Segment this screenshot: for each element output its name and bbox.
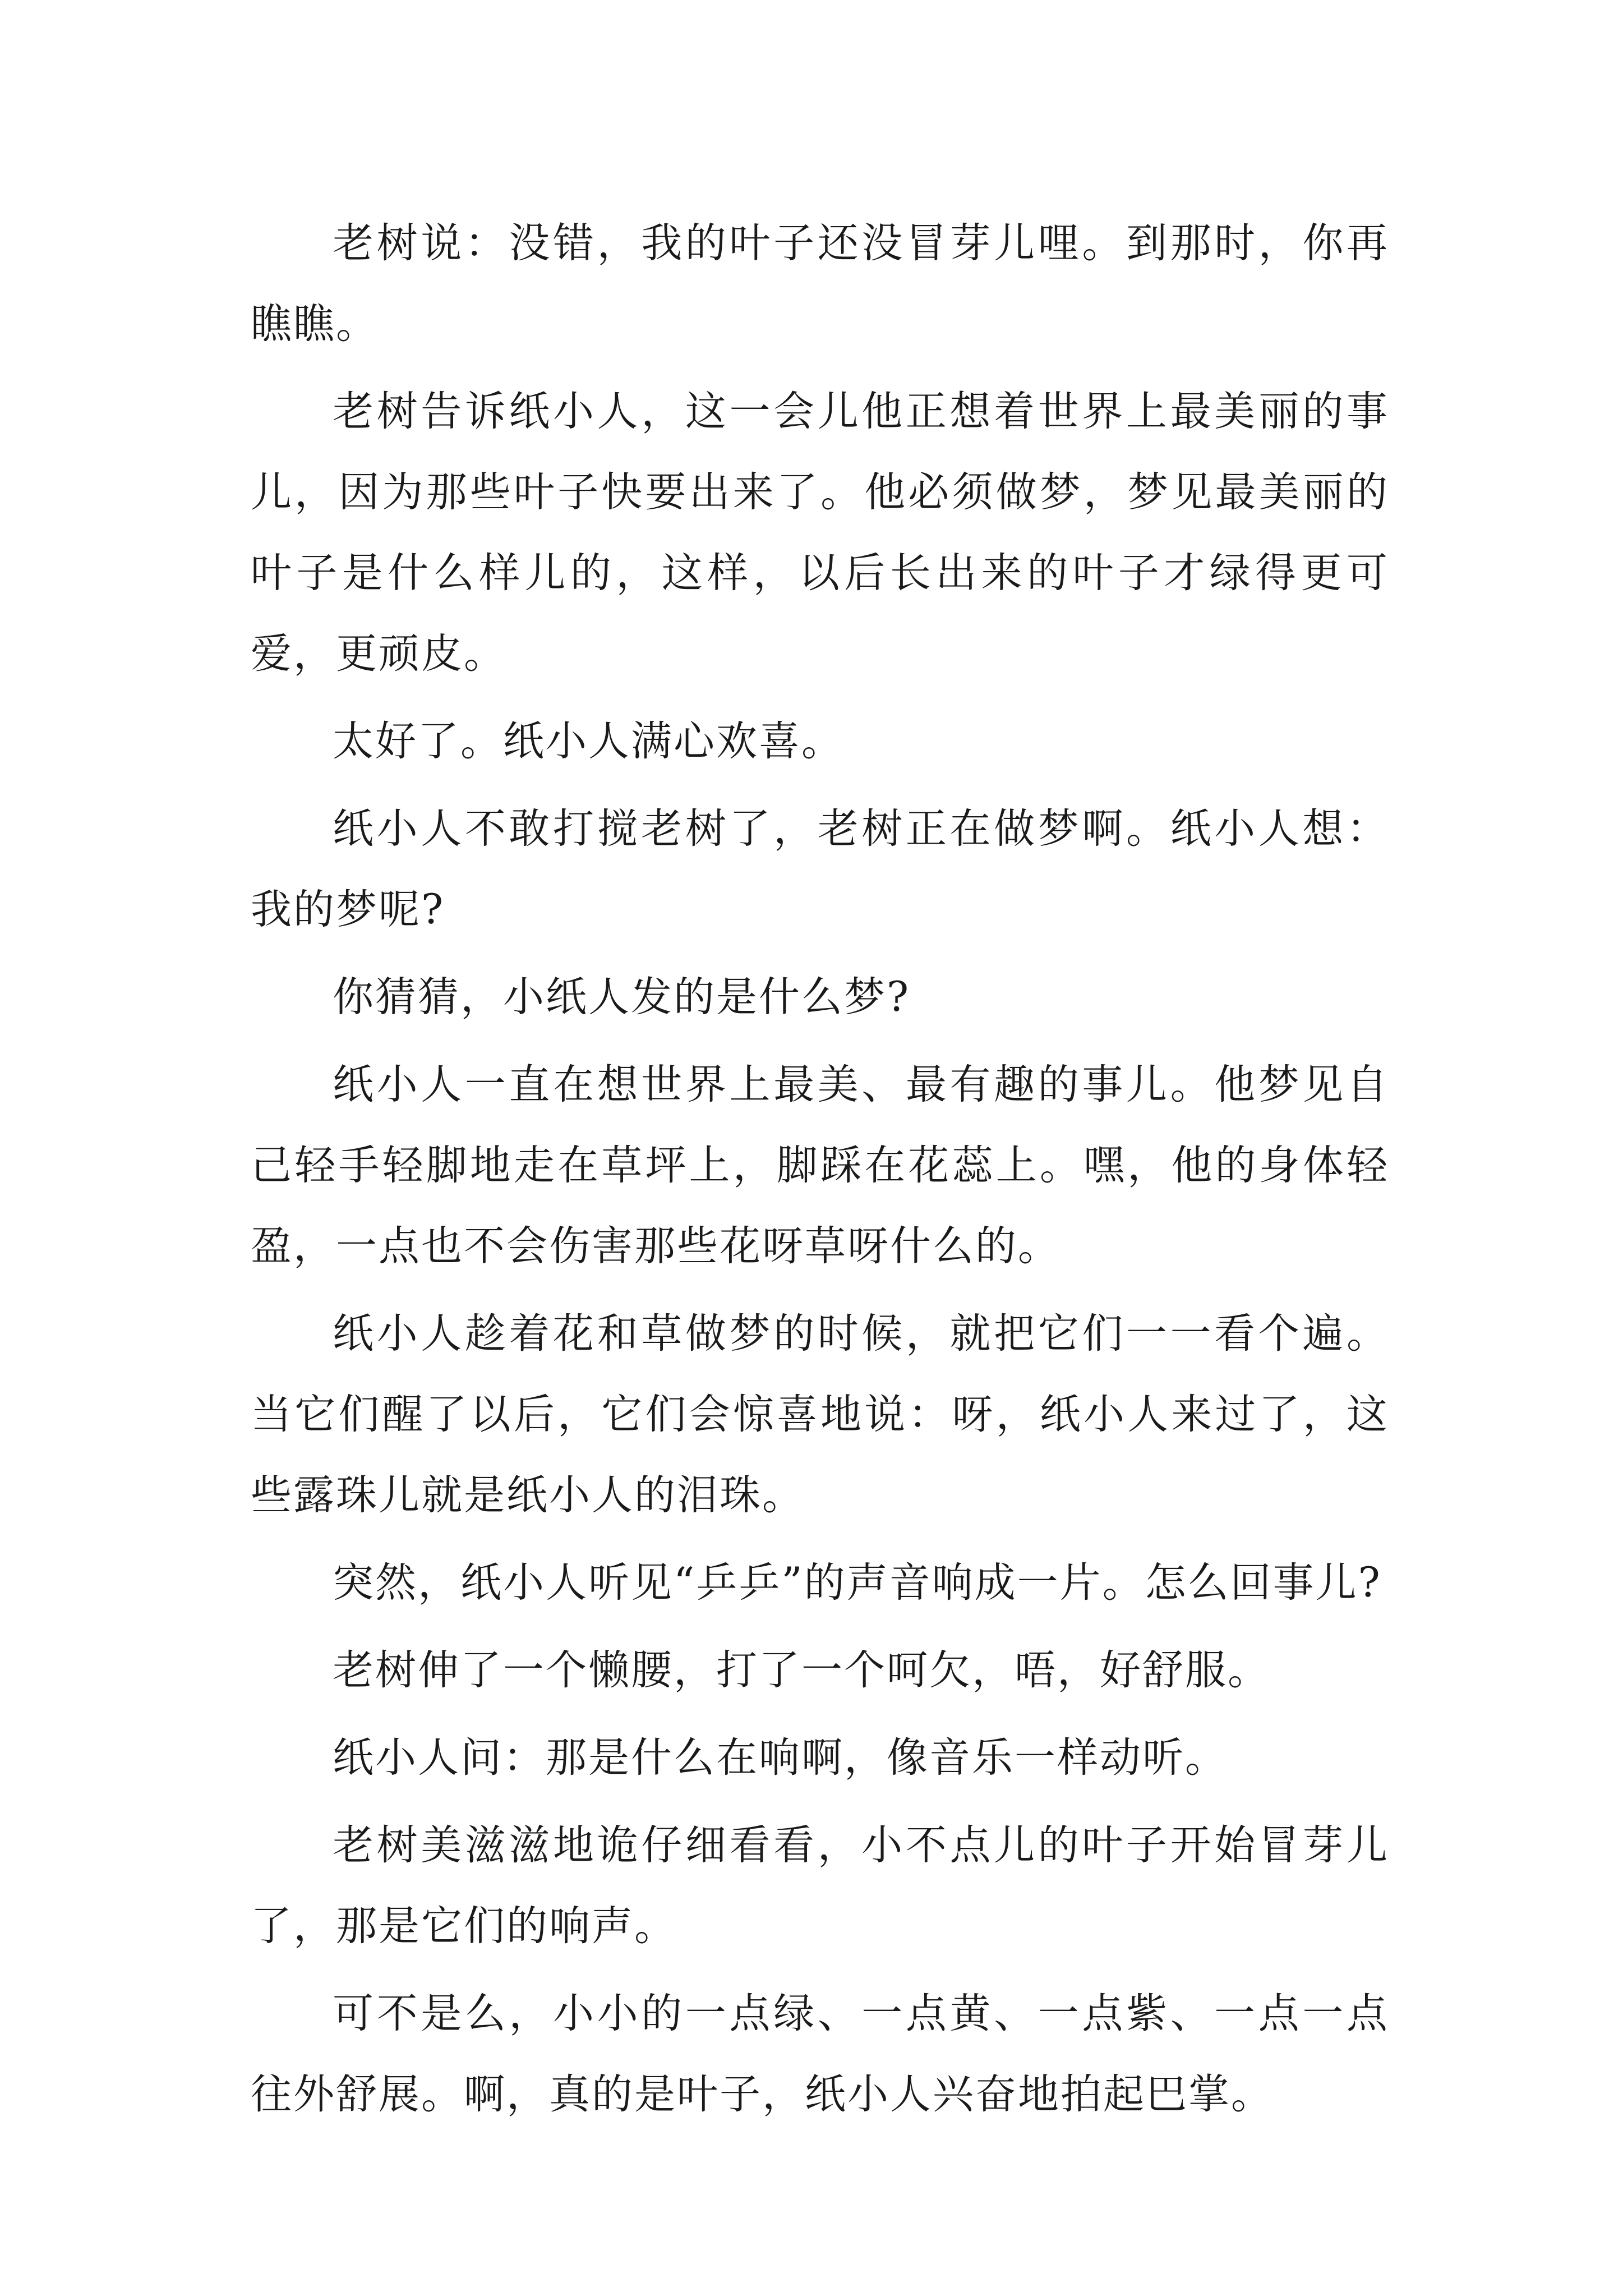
paragraph-6: 纸小人一直在想世界上最美、最有趣的事儿。他梦见自己轻手轻脚地走在草坪上，脚踩在花蕊上。嘿，他的身体轻盈，一点也不会伤害那些花呀草呀什么的。: [251, 1061, 1389, 1270]
paragraph-12: 可不是么，小小的一点绿、一点黄、一点紫、一点一点往外舒展。啊，真的是叶子，纸小人兴奋地拍起巴掌。: [251, 1990, 1389, 2118]
paragraph-5: 你猜猜，小纸人发的是什么梦?: [333, 973, 911, 1021]
document-body: [251, 203, 1389, 2142]
paragraph-1: 老树说：没错，我的叶子还没冒芽儿哩。到那时，你再瞧瞧。: [251, 219, 1389, 348]
paragraph-7: 纸小人趁着花和草做梦的时候，就把它们一一看个遍。当它们醒了以后，它们会惊喜地说：呀，纸小人来过了，这些露珠儿就是纸小人的泪珠。: [251, 1310, 1389, 1519]
paragraph-10: 纸小人问：那是什么在响啊，像音乐一样动听。: [333, 1734, 1228, 1782]
paragraph-9: 老树伸了一个懒腰，打了一个呵欠，唔，好舒服。: [333, 1646, 1270, 1694]
paragraph-4: 纸小人不敢打搅老树了，老树正在做梦啊。纸小人想：我的梦呢?: [251, 805, 1389, 933]
paragraph-11: 老树美滋滋地诡仔细看看，小不点儿的叶子开始冒芽儿了，那是它们的响声。: [251, 1821, 1389, 1950]
paragraph-2: 老树告诉纸小人，这一会儿他正想着世界上最美丽的事儿，因为那些叶子快要出来了。他必须做梦，梦见最美丽的叶子是什么样儿的，这样，以后长出来的叶子才绿得更可爱，更顽皮。: [251, 388, 1389, 678]
paragraph-8: 突然，纸小人听见“乒乒”的声音响成一片。怎么回事儿?: [333, 1559, 1382, 1607]
paragraph-3: 太好了。纸小人满心欢喜。: [333, 717, 844, 765]
